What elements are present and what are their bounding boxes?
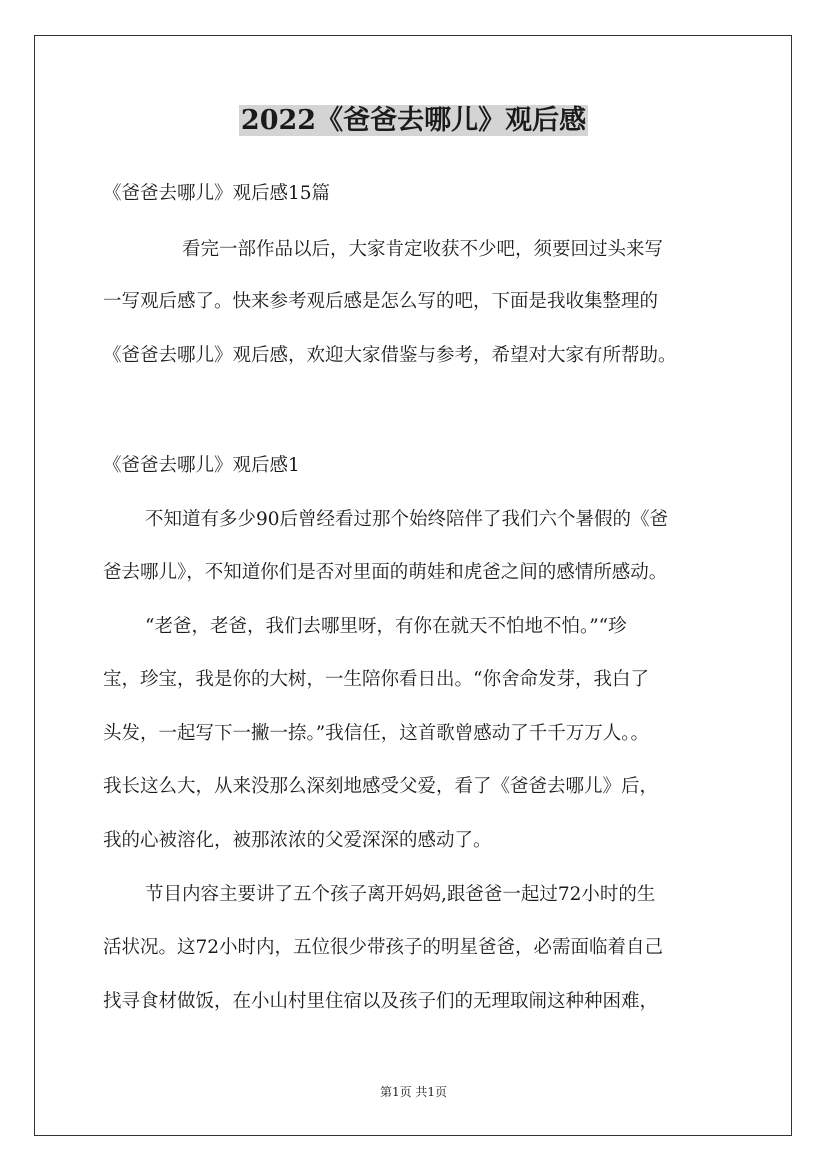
- document-title-text: 2022《爸爸去哪儿》观后感: [240, 105, 587, 136]
- intro-line: 《爸爸去哪儿》观后感，欢迎大家借鉴与参考，希望对大家有所帮助。: [103, 345, 677, 366]
- body-line: 我长这么大，从来没那么深刻地感受父爱，看了《爸爸去哪儿》后，: [103, 776, 659, 797]
- body-line: 爸去哪儿》，不知道你们是否对里面的萌娃和虎爸之间的感情所感动。: [103, 562, 668, 583]
- page-footer: 第1页 共1页: [379, 1085, 448, 1099]
- intro-line: 看完一部作品以后，大家肯定收获不少吧，须要回过头来写: [182, 239, 664, 260]
- body-line: 不知道有多少90后曾经看过那个始终陪伴了我们六个暑假的《爸: [145, 509, 669, 530]
- body-line: 宝，珍宝，我是你的大树，一生陪你看日出。“你舍命发芽，我白了: [103, 669, 649, 690]
- body-line: 头发，一起写下一撇一捺。”我信任，这首歌曾感动了千千万万人。。: [103, 723, 649, 744]
- document-subtitle: 《爸爸去哪儿》观后感15篇: [103, 183, 331, 204]
- body-line: 找寻食材做饭，在小山村里住宿以及孩子们的无理取闹这种种困难，: [103, 991, 659, 1012]
- document-title: [0, 101, 827, 141]
- body-line: 我的心被溶化，被那浓浓的父爱深深的感动了。: [103, 830, 492, 851]
- section-heading: 《爸爸去哪儿》观后感1: [103, 455, 300, 476]
- body-line: “老爸，老爸，我们去哪里呀，有你在就天不怕地不怕。”“珍: [145, 616, 627, 637]
- intro-line: 一写观后感了。快来参考观后感是怎么写的吧，下面是我收集整理的: [103, 291, 659, 312]
- body-line: 节目内容主要讲了五个孩子离开妈妈,跟爸爸一起过72小时的生: [145, 884, 656, 905]
- body-line: 活状况。这72小时内，五位很少带孩子的明星爸爸，必需面临着自己: [103, 937, 664, 958]
